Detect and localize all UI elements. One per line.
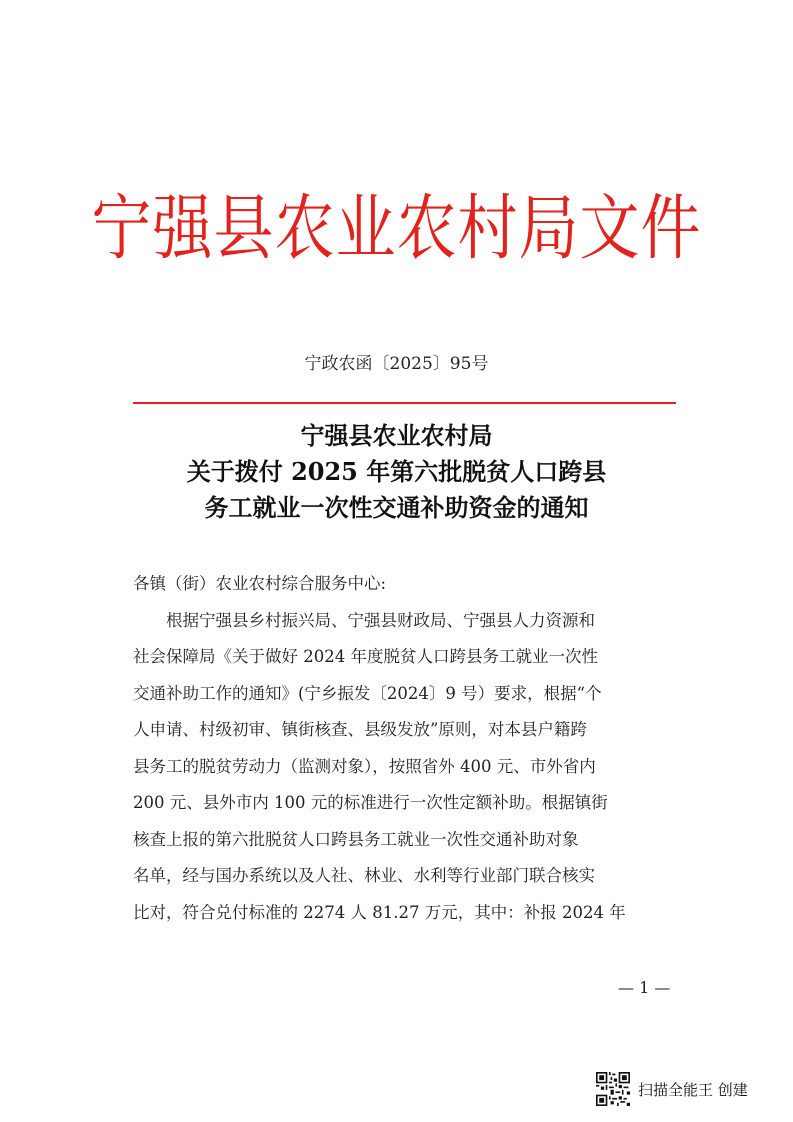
notice-title-line: 宁强县农业农村局 xyxy=(300,421,493,450)
body-line: 200 元、县外市内 100 元的标准进行一次性定额补助。根据镇街 xyxy=(133,793,608,812)
body-line: 交通补助工作的通知》(宁乡振发〔2024〕9 号）要求，根据“个 xyxy=(133,683,602,703)
notice-body xyxy=(133,566,678,931)
scanner-watermark xyxy=(596,1069,786,1109)
body-line: 根据宁强县乡村振兴局、宁强县财政局、宁强县人力资源和 xyxy=(166,610,595,630)
notice-title-line: 务工就业一次性交通补助资金的通知 xyxy=(204,493,589,522)
red-divider-line xyxy=(133,402,676,404)
page-number: — 1 — xyxy=(618,978,671,997)
body-line: 名单，经与国办系统以及人社、林业、水利等行业部门联合核实 xyxy=(133,866,595,885)
scanner-label: 扫描全能王 创建 xyxy=(638,1080,748,1099)
body-line: 比对，符合兑付标准的 2274 人 81.27 万元，其中：补报 2024 年 xyxy=(133,902,626,922)
qr-code-icon xyxy=(596,1072,630,1106)
notice-title xyxy=(0,418,793,526)
body-line: 社会保障局《关于做好 2024 年度脱贫人口跨县务工就业一次性 xyxy=(133,647,598,666)
body-line: 人申请、村级初审、镇街核查、县级发放”原则，对本县户籍跨 xyxy=(133,720,587,739)
salutation: 各镇（街）农业农村综合服务中心: xyxy=(133,574,387,593)
body-line: 核查上报的第六批脱贫人口跨县务工就业一次性交通补助对象 xyxy=(133,829,579,849)
notice-title-line: 关于拨付 2025 年第六批脱贫人口跨县 xyxy=(186,457,607,486)
issuer-header-title: 宁强县农业农村局文件 xyxy=(91,187,702,271)
document-number: 宁政农函〔2025〕95号 xyxy=(304,354,489,374)
body-line: 县务工的脱贫劳动力（监测对象），按照省外 400 元、市外省内 xyxy=(133,756,596,776)
